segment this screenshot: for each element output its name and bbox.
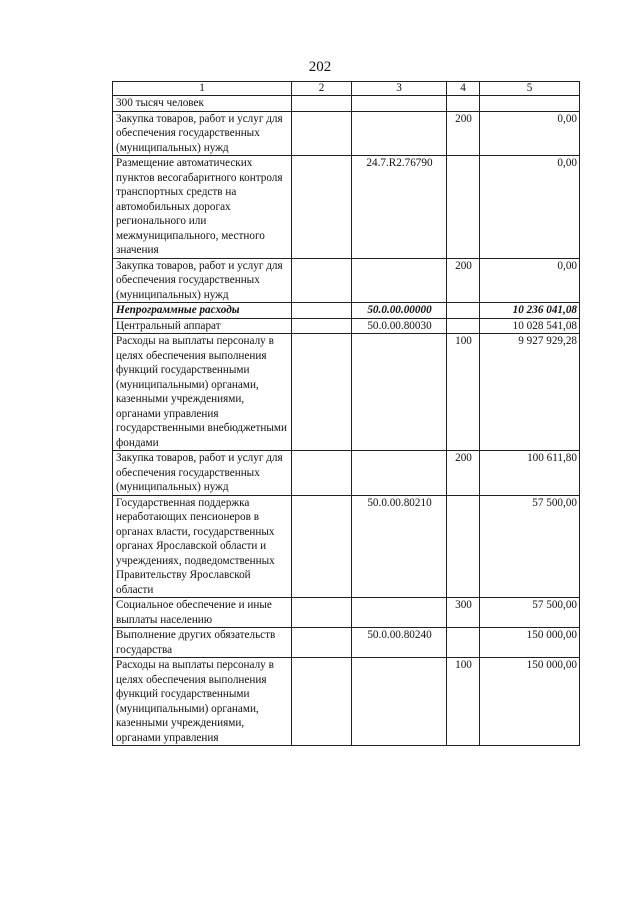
row-amount-cell: 100 611,80 — [480, 451, 580, 496]
column-header: 2 — [292, 82, 352, 96]
row-name-cell: Расходы на выплаты персоналу в целях обеспечения выполнения функций государственными (муниципальными) органами, казенными учреждениями, органами управления государственными внебюджетными фондами — [113, 334, 292, 451]
table-body — [113, 96, 580, 746]
row-code-cell: 50.0.00.80240 — [352, 628, 447, 658]
row-col2-cell — [292, 96, 352, 112]
row-code-cell — [352, 451, 447, 496]
row-amount-cell: 0,00 — [480, 111, 580, 156]
row-amount-cell: 10 028 541,08 — [480, 318, 580, 334]
budget-table — [112, 81, 580, 746]
column-header: 1 — [113, 82, 292, 96]
row-code-cell: 50.0.00.80210 — [352, 495, 447, 598]
row-code-cell — [352, 111, 447, 156]
row-name-cell: Социальное обеспечение и иные выплаты населению — [113, 598, 292, 628]
column-header: 3 — [352, 82, 447, 96]
row-type-cell — [447, 628, 480, 658]
table-row — [113, 495, 580, 598]
row-code-cell — [352, 334, 447, 451]
row-name-cell: Непрограммные расходы — [113, 303, 292, 319]
row-type-cell — [447, 495, 480, 598]
row-amount-cell: 0,00 — [480, 156, 580, 259]
table-row — [113, 318, 580, 334]
row-amount-cell: 57 500,00 — [480, 598, 580, 628]
table-row — [113, 598, 580, 628]
row-type-cell: 200 — [447, 258, 480, 303]
table-row — [113, 156, 580, 259]
table-row — [113, 111, 580, 156]
row-name-cell: Закупка товаров, работ и услуг для обеспечения государственных (муниципальных) нужд — [113, 111, 292, 156]
row-col2-cell — [292, 658, 352, 746]
row-name-cell: Закупка товаров, работ и услуг для обеспечения государственных (муниципальных) нужд — [113, 451, 292, 496]
row-amount-cell: 10 236 041,08 — [480, 303, 580, 319]
row-code-cell — [352, 258, 447, 303]
row-code-cell — [352, 658, 447, 746]
row-col2-cell — [292, 451, 352, 496]
row-type-cell: 100 — [447, 658, 480, 746]
row-amount-cell: 0,00 — [480, 258, 580, 303]
row-col2-cell — [292, 258, 352, 303]
table-row — [113, 334, 580, 451]
row-name-cell: Расходы на выплаты персоналу в целях обеспечения выполнения функций государственными (муниципальными) органами, казенными учреждениями, органами управления — [113, 658, 292, 746]
row-amount-cell: 57 500,00 — [480, 495, 580, 598]
table-header-row — [113, 82, 580, 96]
table-row — [113, 303, 580, 319]
row-col2-cell — [292, 628, 352, 658]
row-code-cell: 50.0.00.00000 — [352, 303, 447, 319]
row-col2-cell — [292, 495, 352, 598]
table-row — [113, 96, 580, 112]
row-type-cell — [447, 156, 480, 259]
table-row — [113, 258, 580, 303]
row-col2-cell — [292, 156, 352, 259]
row-amount-cell — [480, 96, 580, 112]
row-name-cell: Закупка товаров, работ и услуг для обеспечения государственных (муниципальных) нужд — [113, 258, 292, 303]
row-name-cell: Выполнение других обязательств государства — [113, 628, 292, 658]
row-name-cell: Государственная поддержка неработающих пенсионеров в органах власти, государственных органах Ярославской области и учреждениях, подведомственных Правительству Ярославской области — [113, 495, 292, 598]
row-code-cell — [352, 96, 447, 112]
column-header: 4 — [447, 82, 480, 96]
row-code-cell: 24.7.R2.76790 — [352, 156, 447, 259]
row-type-cell: 200 — [447, 451, 480, 496]
row-type-cell: 100 — [447, 334, 480, 451]
row-code-cell: 50.0.00.80030 — [352, 318, 447, 334]
row-type-cell — [447, 318, 480, 334]
row-amount-cell: 150 000,00 — [480, 658, 580, 746]
row-name-cell: Размещение автоматических пунктов весогабаритного контроля транспортных средств на автомобильных дорогах регионального или межмуниципального, местного значения — [113, 156, 292, 259]
row-col2-cell — [292, 111, 352, 156]
row-col2-cell — [292, 598, 352, 628]
row-type-cell: 300 — [447, 598, 480, 628]
table-row — [113, 451, 580, 496]
row-col2-cell — [292, 303, 352, 319]
row-col2-cell — [292, 318, 352, 334]
row-amount-cell: 9 927 929,28 — [480, 334, 580, 451]
page-number: 202 — [308, 59, 332, 75]
row-type-cell — [447, 303, 480, 319]
row-amount-cell: 150 000,00 — [480, 628, 580, 658]
row-type-cell: 200 — [447, 111, 480, 156]
row-code-cell — [352, 598, 447, 628]
row-col2-cell — [292, 334, 352, 451]
row-name-cell: Центральный аппарат — [113, 318, 292, 334]
row-name-cell: 300 тысяч человек — [113, 96, 292, 112]
table-row — [113, 628, 580, 658]
column-header: 5 — [480, 82, 580, 96]
row-type-cell — [447, 96, 480, 112]
table-row — [113, 658, 580, 746]
